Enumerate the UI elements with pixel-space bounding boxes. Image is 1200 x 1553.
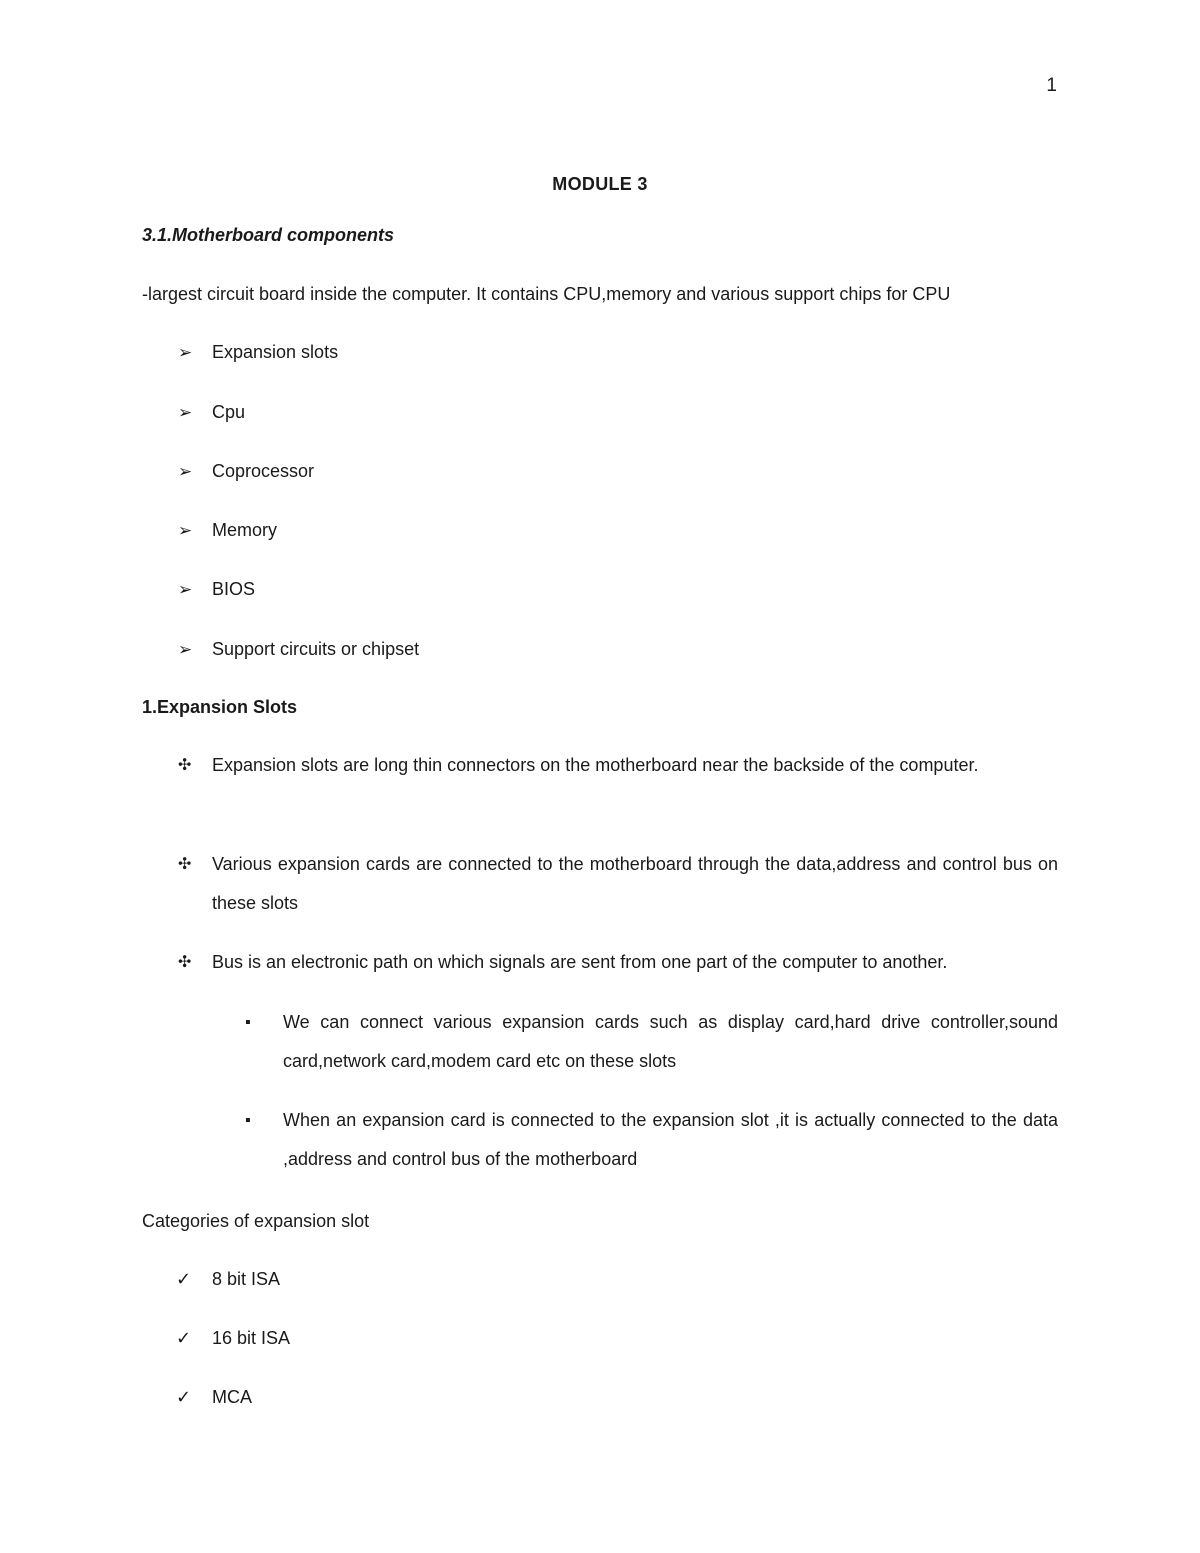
- arrow-bullet-icon: ➢: [178, 343, 193, 362]
- diamond-bullet-icon: ✣: [178, 757, 192, 774]
- list-item-label: Coprocessor: [212, 461, 315, 481]
- list-item: [178, 400, 245, 425]
- list-item-text: Bus is an electronic path on which signals are sent from one part of the computer to another.: [212, 952, 948, 972]
- list-item: [178, 459, 314, 484]
- list-item: [178, 746, 1058, 785]
- list-item: [245, 1101, 1058, 1179]
- arrow-bullet-icon: ➢: [178, 521, 193, 540]
- list-item-label: Cpu: [212, 402, 246, 422]
- list-item-label: 16 bit ISA: [212, 1328, 291, 1348]
- list-item: [176, 1385, 252, 1409]
- diamond-bullet-icon: ✣: [178, 954, 192, 971]
- expansion-slots-heading: 1.Expansion Slots: [142, 697, 298, 717]
- diamond-bullet-icon: ✣: [178, 856, 192, 873]
- arrow-bullet-icon: ➢: [178, 580, 193, 599]
- list-item-label: Support circuits or chipset: [212, 639, 420, 659]
- categories-heading: Categories of expansion slot: [142, 1211, 370, 1231]
- list-item: [178, 577, 255, 602]
- list-item: [178, 637, 419, 662]
- page-number: 1: [1046, 75, 1057, 96]
- check-icon: ✓: [176, 1269, 192, 1289]
- arrow-bullet-icon: ➢: [178, 640, 193, 659]
- module-title: MODULE 3: [552, 174, 648, 194]
- list-item-label: Expansion slots: [212, 342, 339, 362]
- list-item: [176, 1267, 280, 1291]
- list-item-text: When an expansion card is connected to the expansion slot ,it is actually connected to the data ,address and control bus of the motherboard: [283, 1110, 1058, 1169]
- square-bullet-icon: ▪: [245, 1112, 251, 1129]
- check-icon: ✓: [176, 1387, 192, 1407]
- list-item-text: Expansion slots are long thin connectors on the motherboard near the backside of the computer.: [212, 755, 979, 775]
- list-item: [176, 1326, 290, 1350]
- square-bullet-icon: ▪: [245, 1014, 251, 1031]
- list-item-label: Memory: [212, 520, 278, 540]
- list-item: [178, 845, 1058, 923]
- list-item: [178, 340, 338, 365]
- list-item-label: MCA: [212, 1387, 252, 1407]
- list-item: [178, 518, 277, 543]
- list-item-label: BIOS: [212, 579, 256, 599]
- arrow-bullet-icon: ➢: [178, 403, 193, 422]
- section-title: 3.1.Motherboard components: [142, 225, 395, 245]
- list-item-text: Various expansion cards are connected to the motherboard through the data,address and control bus on these slots: [212, 854, 1058, 913]
- check-icon: ✓: [176, 1328, 192, 1348]
- list-item: [245, 1003, 1058, 1081]
- arrow-bullet-icon: ➢: [178, 462, 193, 481]
- list-item-label: 8 bit ISA: [212, 1269, 281, 1289]
- list-item-text: We can connect various expansion cards such as display card,hard drive controller,sound card,network card,modem card etc on these slots: [283, 1012, 1058, 1071]
- list-item: [178, 943, 1072, 982]
- intro-text: -largest circuit board inside the computer. It contains CPU,memory and various support chips for CPU: [142, 284, 951, 304]
